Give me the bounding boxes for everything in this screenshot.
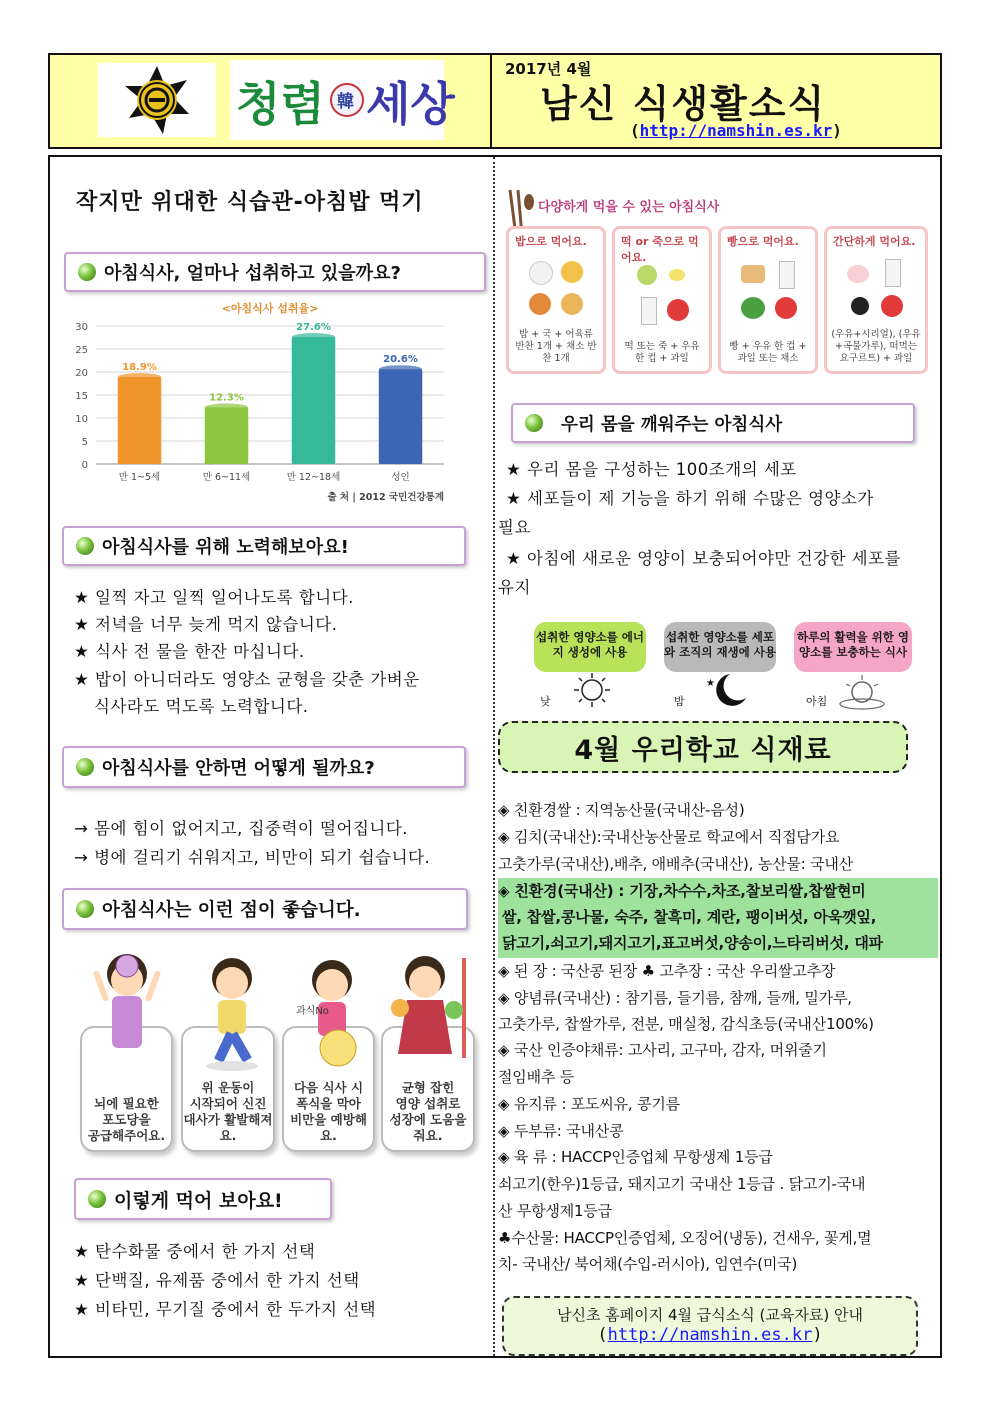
food-card-label: 간단하게 먹어요. <box>833 235 916 248</box>
logo-text-right: 세상 <box>366 77 455 131</box>
ingredient-highlight-line: 쌀, 찹쌀,콩나물, 숙주, 찰흑미, 계란, 팽이버섯, 아욱깻잎, <box>502 908 877 926</box>
newsletter-header <box>48 53 942 149</box>
milk-glass-icon <box>641 297 657 325</box>
effort-item: 식사라도 먹도록 노력합니다. <box>94 697 309 716</box>
section-heading-breakfast-rate <box>64 252 486 292</box>
ingredient-line: ◈ 양념류(국내산) : 참기름, 들기름, 참깨, 들깨, 밀가루, <box>498 989 852 1007</box>
yogurt-icon <box>847 265 869 283</box>
school-homepage-link[interactable]: http://namshin.es.kr <box>639 121 833 140</box>
green-ball-icon <box>525 414 543 432</box>
ingredient-line: 산 무항생제1등급 <box>498 1202 612 1220</box>
green-ball-icon <box>88 1190 106 1208</box>
chart-source: 출 처 | 2012 국민건강통계 <box>327 492 444 503</box>
food-card-simple <box>824 226 928 374</box>
homepage-notice <box>502 1296 918 1356</box>
y-tick-label: 25 <box>75 345 88 356</box>
ingredient-line: 쇠고기(한우)1등급, 돼지고기 국내산 1등급 . 닭고기-국내 <box>498 1175 866 1193</box>
section-heading-text: 아침식사는 이런 점이 좋습니다. <box>102 900 361 921</box>
svg-text:★: ★ <box>706 678 715 689</box>
newsletter-title: 남신 식생활소식 <box>540 82 827 126</box>
body-fact-line: 유지 <box>498 578 531 597</box>
url-close-paren: ) <box>812 1325 823 1345</box>
kid-exercise-illustration <box>206 958 258 1071</box>
integrity-world-logo <box>230 60 455 140</box>
bar <box>205 407 249 464</box>
night-label: 밤 <box>674 695 685 708</box>
soup-bowl-icon <box>561 261 583 283</box>
section-heading-wake-body <box>511 403 915 443</box>
x-tick-label: 만 6~11세 <box>202 472 251 483</box>
food-card-rice-cake <box>612 226 712 374</box>
y-tick-label: 0 <box>81 460 88 471</box>
ingredient-line: ◈ 두부류: 국내산콩 <box>498 1122 624 1140</box>
y-tick-label: 5 <box>81 437 88 448</box>
effort-item: ★ 일찍 자고 일찍 일어나도록 합니다. <box>74 588 354 607</box>
ingredient-line: ◈ 친환경쌀 : 지역농산물(국내산-음성) <box>498 801 745 819</box>
bar-value-label: 12.3% <box>209 392 244 404</box>
kid-no-overeat-illustration <box>296 960 356 1066</box>
green-ball-icon <box>76 900 94 918</box>
section-heading-benefits <box>62 888 468 930</box>
salad-icon <box>741 297 765 319</box>
eat-tip-item: ★ 탄수화물 중에서 한 가지 선택 <box>74 1242 316 1261</box>
day-bubble: 섭취한 영양소를 에너지 생성에 사용 <box>534 622 646 672</box>
moon-icon <box>700 672 750 710</box>
bar-value-label: 18.9% <box>122 362 157 374</box>
ingredient-highlight-line: ◈ 친환경(국내산) : 기장,차수수,차조,찰보리쌀,찹쌀현미 <box>498 882 866 900</box>
food-card-rice <box>506 226 606 374</box>
section-heading-how-to-eat <box>74 1178 332 1220</box>
school-emblem-logo <box>98 63 216 137</box>
ingredient-line: ♣수산물: HACCP인증업체, 오징어(냉동), 건새우, 꽃게,멸 <box>498 1229 872 1247</box>
rice-bowl-icon <box>529 261 553 285</box>
skip-effect-item: → 몸에 힘이 없어지고, 집중력이 떨어집니다. <box>74 819 409 838</box>
url-close-paren: ) <box>832 121 842 140</box>
food-card-caption: 떡 또는 죽 + 우유 한 컵 + 과일 <box>624 341 700 364</box>
strawberry-icon <box>881 295 903 317</box>
main-heading: 작지만 위대한 식습관-아침밥 먹기 <box>76 190 424 215</box>
y-tick-label: 20 <box>75 368 88 379</box>
day-label: 낮 <box>540 695 551 708</box>
section-heading-text: 우리 몸을 깨워주는 아침식사 <box>561 414 783 435</box>
ingredient-line: 치- 국내산/ 북어채(수입-러시아), 임연수(미국) <box>498 1255 798 1273</box>
morning-label: 아침 <box>806 695 828 708</box>
x-tick-label: 만 12~18세 <box>286 472 341 483</box>
ingredient-line: ◈ 된 장 : 국산콩 된장 ♣ 고추장 : 국산 우리쌀고추장 <box>498 962 836 980</box>
bar-cap <box>205 403 249 411</box>
issue-date: 2017년 4월 <box>505 60 592 78</box>
ingredient-line: ◈ 국산 인증야채류: 고사리, 고구마, 감자, 머위줄기 <box>498 1041 827 1059</box>
breakfast-rate-chart <box>64 298 460 508</box>
food-card-caption: (우유+시리얼), (우유+곡물가루), 떠먹는 요구르트) + 과일 <box>831 329 921 364</box>
side-dish-icon <box>529 293 551 315</box>
url-open-paren: ( <box>597 1325 608 1345</box>
food-panel-title: 다양하게 먹을 수 있는 아침식사 <box>538 200 720 215</box>
ingredient-line: 고춧가루, 찹쌀가루, 전분, 매실청, 감식초등(국내산100%) <box>498 1015 874 1033</box>
sun-icon <box>570 672 614 708</box>
side-dish-icon <box>561 293 583 315</box>
ingredient-line: 고춧가루(국내산),배추, 애배추(국내산), 농산물: 국내산 <box>498 855 853 873</box>
green-ball-icon <box>78 263 96 281</box>
logo-center-glyph: 韓 <box>337 92 354 112</box>
body-fact-line: 필요 <box>498 518 531 537</box>
food-card-label: 빵으로 먹어요. <box>727 235 799 248</box>
url-open-paren: ( <box>630 121 640 140</box>
kid-brain-illustration <box>93 954 162 1048</box>
milk-glass-icon <box>779 261 795 289</box>
bar-value-label: 20.6% <box>383 354 418 366</box>
section-heading-text: 이렇게 먹어 보아요! <box>114 1189 283 1212</box>
x-tick-label: 만 1~5세 <box>118 472 161 483</box>
y-tick-label: 30 <box>75 322 88 333</box>
chart-title: <아침식사 섭취율> <box>221 302 319 315</box>
section-heading-text: 아침식사를 안하면 어떻게 될까요? <box>102 758 375 779</box>
ingredient-line: 절임배추 등 <box>498 1068 575 1086</box>
green-ball-icon <box>76 758 94 776</box>
eat-tip-item: ★ 단백질, 유제품 중에서 한 가지 선택 <box>74 1271 360 1290</box>
night-bubble: 섭취한 영양소를 세포와 조직의 재생에 사용 <box>664 622 776 672</box>
bar-cap <box>292 333 336 341</box>
body-fact-line: ★ 세포들이 제 기능을 하기 위해 수많은 영양소가 <box>506 489 874 508</box>
benefit-caption: 위 운동이 시작되어 신진 대사가 활발해져요. <box>183 1080 273 1143</box>
strawberry-icon <box>667 299 689 321</box>
food-card-label: 밥으로 먹어요. <box>515 235 587 248</box>
benefit-caption: 뇌에 필요한 포도당을 공급해주어요. <box>87 1096 166 1143</box>
food-card-label: 떡 or 죽으로 먹어요. <box>621 235 699 264</box>
ingredient-line: ◈ 김치(국내산):국내산농산물로 학교에서 직접담가요 <box>498 828 840 846</box>
section-heading-text: 아침식사를 위해 노력해보아요! <box>102 537 349 558</box>
skip-effect-item: → 병에 걸리기 쉬워지고, 비만이 되기 쉽습니다. <box>74 848 431 867</box>
grain-powder-icon <box>851 297 869 315</box>
svg-text:과식No: 과식No <box>296 1006 329 1017</box>
bar <box>118 377 162 464</box>
header-url <box>630 121 842 140</box>
bar-cap <box>379 365 423 373</box>
bar <box>292 337 336 464</box>
bread-icon <box>741 265 765 283</box>
breakfast-options-panel <box>500 180 930 376</box>
logo-text-left: 청렴 <box>236 77 325 131</box>
body-fact-line: ★ 아침에 새로운 영양이 보충되어야만 건강한 세포를 <box>506 549 901 568</box>
strawberry-icon <box>775 297 797 319</box>
effort-item: ★ 밥이 아니더라도 영양소 균형을 갖춘 가벼운 <box>74 670 420 689</box>
benefit-caption: 균형 잡힌 영양 섭취로 성장에 도움을 줘요. <box>389 1080 467 1143</box>
effort-item: ★ 식사 전 물을 한잔 마십니다. <box>74 642 305 661</box>
green-ball-icon <box>76 537 94 555</box>
effort-item: ★ 저녁을 너무 늦게 먹지 않습니다. <box>74 615 338 634</box>
eat-tip-item: ★ 비타민, 무기질 중에서 한 두가지 선택 <box>74 1300 377 1319</box>
rice-cake-icon <box>669 269 685 281</box>
notice-homepage-link[interactable]: http://namshin.es.kr <box>607 1325 813 1345</box>
column-divider <box>493 157 495 1356</box>
bar-value-label: 27.6% <box>296 322 331 334</box>
food-card-caption: 빵 + 우유 한 컵 + 과일 또는 채소 <box>729 341 807 364</box>
bar-chart <box>64 298 460 508</box>
porridge-icon <box>637 265 657 285</box>
header-divider <box>490 55 492 147</box>
section-heading-skip-effects <box>62 746 466 788</box>
ingredient-line: ◈ 유지류 : 포도씨유, 콩기름 <box>498 1095 680 1113</box>
notice-url-line <box>504 1325 916 1345</box>
y-tick-label: 10 <box>75 414 88 425</box>
morning-bubble: 하루의 활력을 위한 영양소를 보충하는 식사 <box>794 622 912 672</box>
morning-sun-icon <box>836 672 888 710</box>
kids-illustration <box>82 950 478 1074</box>
ingredients-title: 4월 우리학교 식재료 <box>498 721 908 773</box>
ingredient-highlight-line: 닭고기,쇠고기,돼지고기,표고버섯,양송이,느타리버섯, 대파 <box>502 934 883 952</box>
kid-growth-illustration <box>391 956 466 1058</box>
bar-cap <box>118 373 162 381</box>
milk-glass-icon <box>885 259 901 287</box>
ingredient-line: ◈ 육 류 : HACCP인증업체 무항생제 1등급 <box>498 1148 773 1166</box>
food-card-caption: 밥 + 국 + 어육류 반찬 1개 + 채소 반찬 1개 <box>515 329 597 364</box>
food-card-bread <box>718 226 818 374</box>
y-tick-label: 15 <box>75 391 88 402</box>
x-tick-label: 성인 <box>391 472 410 483</box>
notice-text: 남신초 홈페이지 4월 급식소식 (교육자료) 안내 <box>557 1306 863 1324</box>
section-heading-effort <box>62 526 466 566</box>
bar <box>379 369 423 464</box>
benefit-caption: 다음 식사 시 폭식을 막아 비만을 예방해요. <box>290 1080 367 1143</box>
body-fact-line: ★ 우리 몸을 구성하는 100조개의 세포 <box>506 460 797 479</box>
section-heading-text: 아침식사, 얼마나 섭취하고 있을까요? <box>104 263 401 284</box>
